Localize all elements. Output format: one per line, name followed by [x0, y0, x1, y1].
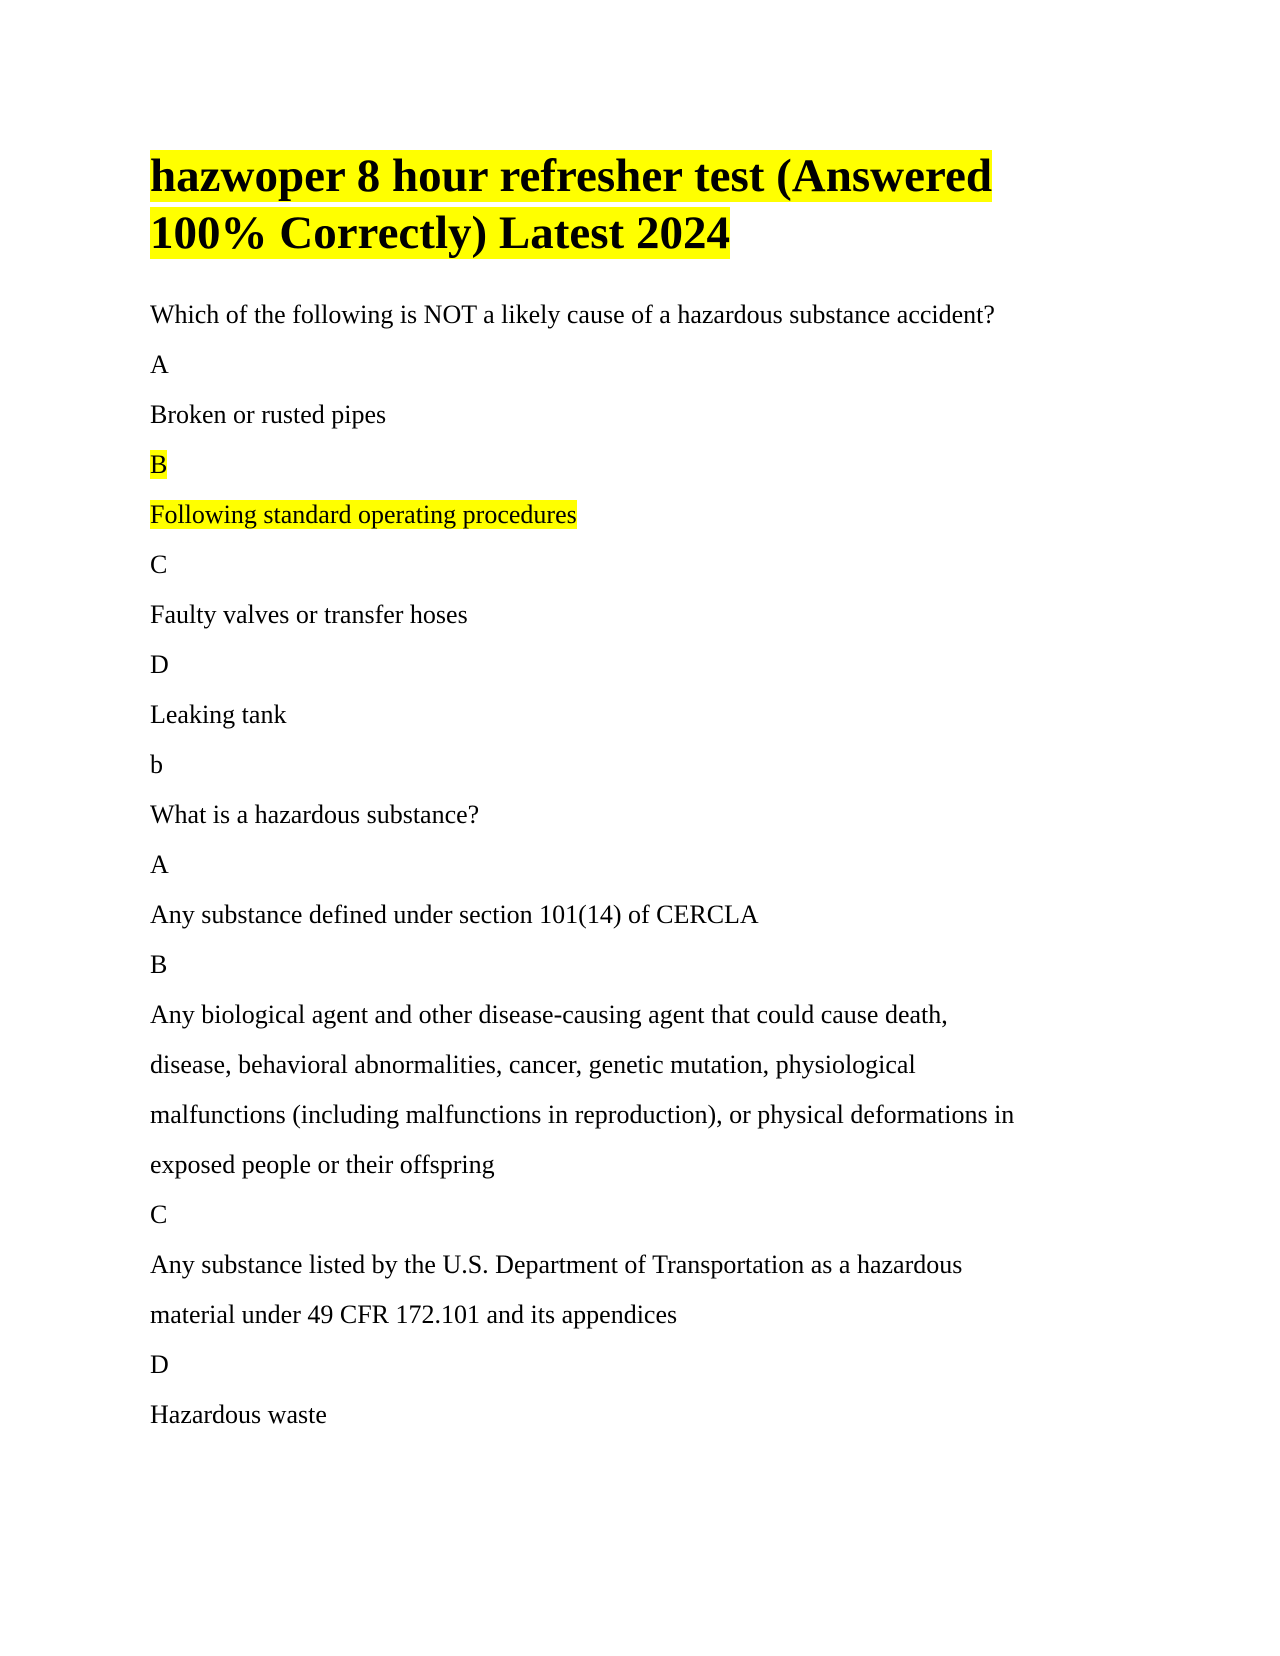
question-2-option-b-text-line-1: Any biological agent and other disease-causing agent that could cause death, [150, 1000, 948, 1029]
title-line-1: hazwoper 8 hour refresher test (Answered [150, 150, 992, 202]
question-1-prompt: Which of the following is NOT a likely cause of a hazardous substance accident? [150, 300, 995, 329]
question-2-prompt: What is a hazardous substance? [150, 800, 480, 829]
question-2-option-a-text: Any substance defined under section 101(14) of CERCLA [150, 900, 759, 929]
question-2-option-b-text-line-3: malfunctions (including malfunctions in reproduction), or physical deformations in [150, 1100, 1015, 1129]
question-1-option-b-letter: B [150, 450, 168, 479]
question-2-option-c-text-line-1: Any substance listed by the U.S. Department of Transportation as a hazardous [150, 1250, 963, 1279]
question-1-option-c-text: Faulty valves or transfer hoses [150, 600, 468, 629]
question-1-option-c-letter: C [150, 550, 168, 579]
question-2-option-b-text-line-4: exposed people or their offspring [150, 1150, 495, 1179]
question-1-option-a-letter: A [150, 350, 169, 379]
page-title [150, 148, 1150, 262]
question-1-option-d-text: Leaking tank [150, 700, 287, 729]
title-line-2: 100% Correctly) Latest 2024 [150, 207, 730, 259]
question-2-option-b-text-line-2: disease, behavioral abnormalities, cancer, genetic mutation, physiological [150, 1050, 916, 1079]
question-2-option-c-text-line-2: material under 49 CFR 172.101 and its appendices [150, 1300, 678, 1329]
question-2-option-b-letter: B [150, 950, 168, 979]
question-1-option-d-letter: D [150, 650, 169, 679]
question-1-option-a-text: Broken or rusted pipes [150, 400, 387, 429]
document-body [150, 290, 1140, 1440]
question-1-answer: b [150, 750, 163, 779]
question-2-option-d-letter: D [150, 1350, 169, 1379]
question-2-option-c-letter: C [150, 1200, 168, 1229]
question-1-option-b-text: Following standard operating procedures [150, 500, 577, 529]
question-2-option-a-letter: A [150, 850, 169, 879]
question-2-option-d-text: Hazardous waste [150, 1400, 327, 1429]
